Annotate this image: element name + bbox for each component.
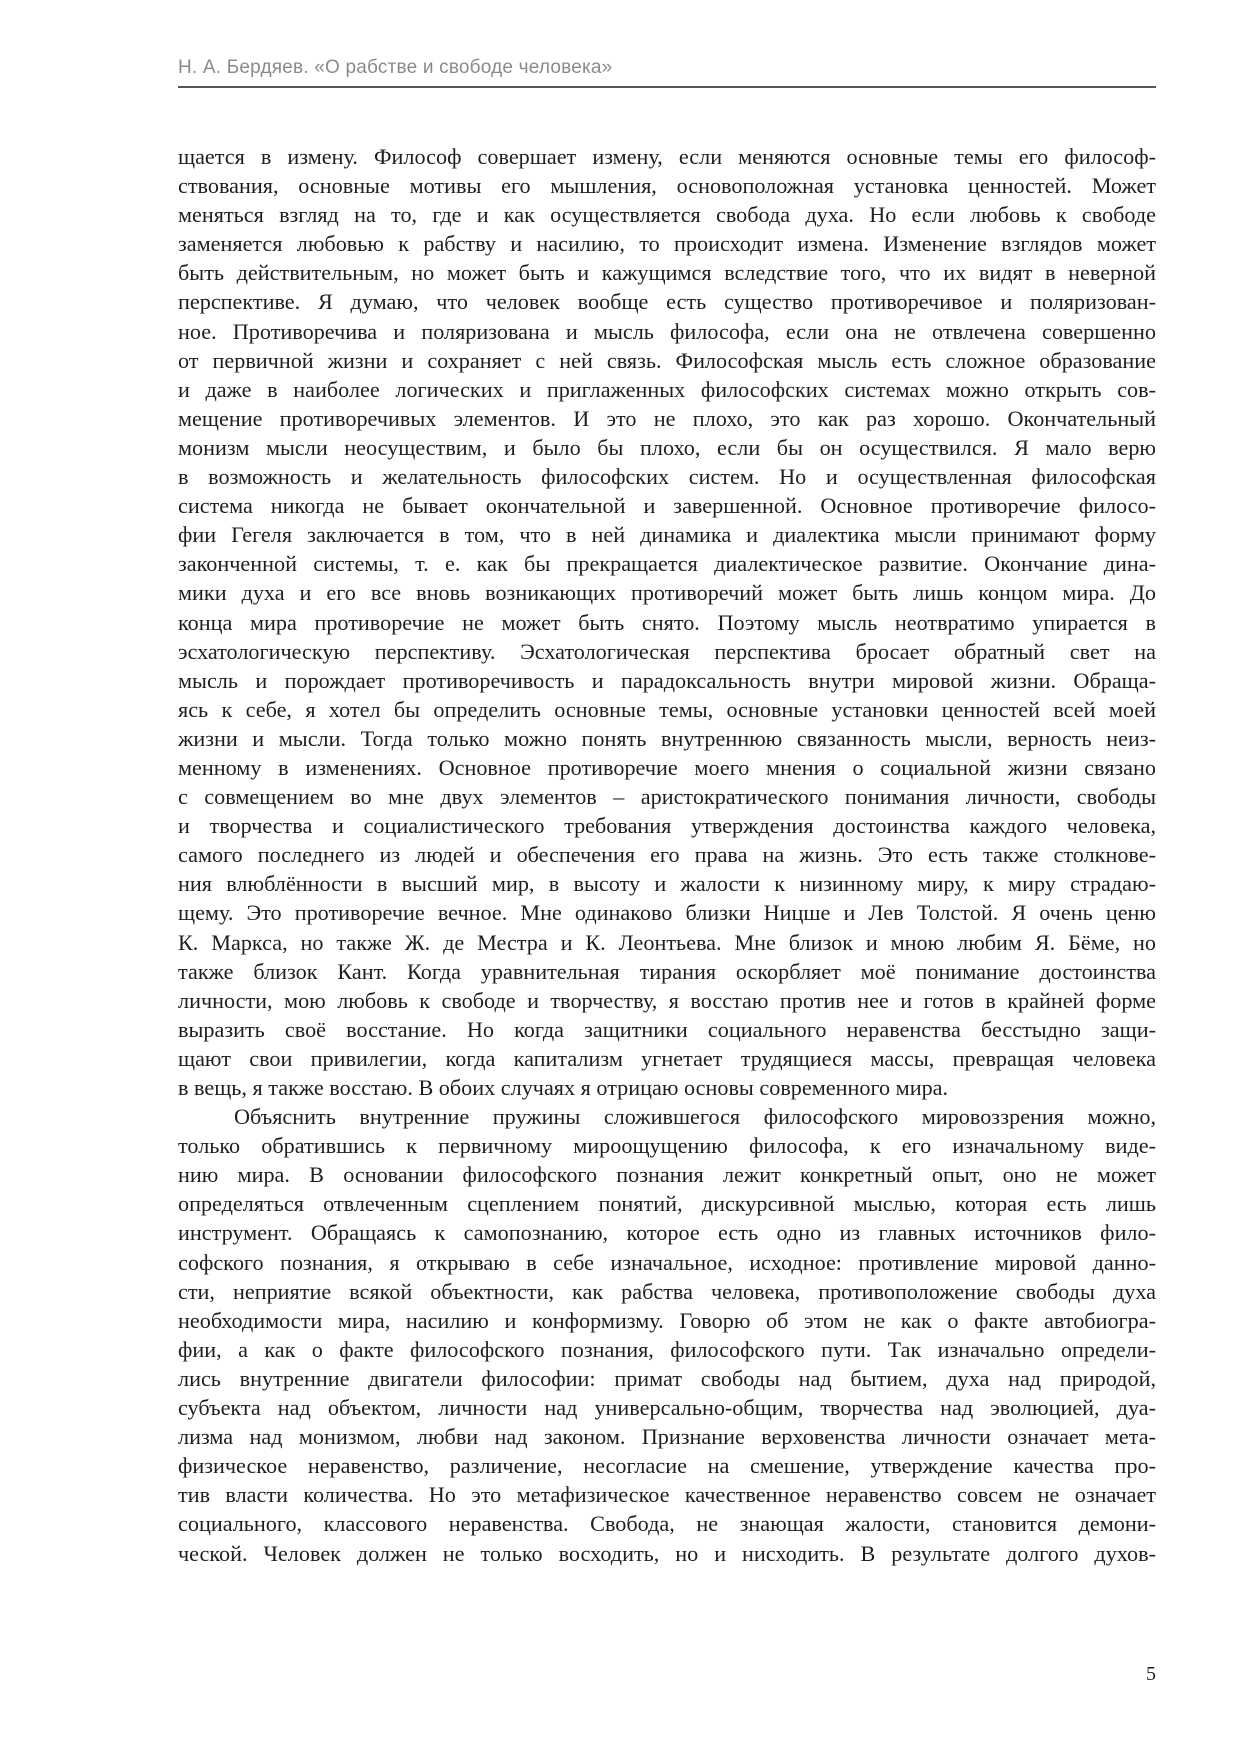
- text-line: эсхатологическую перспективу. Эсхатологическая перспектива бросает обратный свет на: [178, 638, 1156, 664]
- text-line: в возможность и желательность философских систем. Но и осуществленная философская: [178, 464, 1156, 490]
- text-line: лизма над монизмом, любви над законом. Признание верховенства личности означает мета-: [178, 1424, 1156, 1450]
- running-title: Н. А. Бердяев. «О рабстве и свободе человека»: [178, 57, 613, 78]
- text-line: заменяется любовью к рабству и насилию, то происходит измена. Изменение взглядов может: [178, 231, 1156, 257]
- text-line: жизни и мысли. Тогда только можно понять внутреннюю связанность мысли, верность неиз-: [178, 725, 1156, 751]
- text-line: ствования, основные мотивы его мышления, основоположная установка ценностей. Может: [178, 173, 1156, 199]
- text-line: с совмещением во мне двух элементов – аристократического понимания личности, свободы: [178, 784, 1156, 810]
- text-line: ния влюблённости в высший мир, в высоту и жалости к низинному миру, к миру страдаю-: [178, 871, 1156, 897]
- text-line: субъекта над объектом, личности над универсально-общим, творчества над эволюцией, дуа-: [178, 1395, 1156, 1421]
- text-line: фии, а как о факте философского познания, философского пути. Так изначально определи-: [178, 1336, 1156, 1362]
- running-header: [178, 54, 1156, 88]
- text-line: и творчества и социалистического требования утверждения достоинства каждого человека,: [178, 813, 1156, 839]
- text-line: софского познания, я открываю в себе изначальное, исходное: противление мировой данно-: [178, 1249, 1156, 1275]
- page-number: 5: [1146, 1663, 1156, 1685]
- text-line: выразить своё восстание. Но когда защитники социального неравенства бесстыдно защи-: [178, 1016, 1156, 1042]
- text-line: система никогда не бывает окончательной и завершенной. Основное противоречие филосо-: [178, 493, 1156, 519]
- text-line: меняться взгляд на то, где и как осуществляется свобода духа. Но если любовь к свободе: [178, 202, 1156, 228]
- text-line: мысль и порождает противоречивость и парадоксальность внутри мировой жизни. Обраща-: [178, 667, 1156, 693]
- text-line: ное. Противоречива и поляризована и мысль философа, если она не отвлечена совершенно: [178, 318, 1156, 344]
- text-line: лись внутренние двигатели философии: примат свободы над бытием, духа над природой,: [178, 1365, 1156, 1391]
- text-line: социального, классового неравенства. Свобода, не знающая жалости, становится демони-: [178, 1511, 1156, 1537]
- text-line: сти, неприятие всякой объектности, как рабства человека, противоположение свободы духа: [178, 1278, 1156, 1304]
- text-line: щают свои привилегии, когда капитализм угнетает трудящиеся массы, превращая человека: [178, 1045, 1156, 1071]
- text-line: мики духа и его все вновь возникающих противоречий может быть лишь концом мира. До: [178, 580, 1156, 606]
- text-line: только обратившись к первичному мироощущению философа, к его изначальному виде-: [178, 1133, 1156, 1159]
- text-line: щему. Это противоречие вечное. Мне одинаково близки Ницше и Лев Толстой. Я очень ценю: [178, 900, 1156, 926]
- text-line: и даже в наиболее логических и приглаженных философских системах можно открыть сов-: [178, 376, 1156, 402]
- text-line: менному в изменениях. Основное противоречие моего мнения о социальной жизни связано: [178, 754, 1156, 780]
- text-line: в вещь, я также восстаю. В обоих случаях я отрицаю основы современного мира.: [178, 1075, 949, 1100]
- text-line: необходимости мира, насилию и конформизму. Говорю об этом не как о факте автобиогра-: [178, 1307, 1156, 1333]
- text-line: ясь к себе, я хотел бы определить основные темы, основные установки ценностей всей моей: [178, 696, 1156, 722]
- text-line: законченной системы, т. е. как бы прекращается диалектическое развитие. Окончание дина-: [178, 551, 1156, 577]
- text-line: Объяснить внутренние пружины сложившегося философского мировоззрения можно,: [234, 1104, 1156, 1130]
- text-line: перспективе. Я думаю, что человек вообще есть существо противоречивое и поляризован-: [178, 289, 1156, 315]
- text-line: мещение противоречивых элементов. И это не плохо, это как раз хорошо. Окончательный: [178, 405, 1156, 431]
- text-line: конца мира противоречие не может быть снято. Поэтому мысль неотвратимо упирается в: [178, 609, 1156, 635]
- text-line: тив власти количества. Но это метафизическое качественное неравенство совсем не означает: [178, 1482, 1156, 1508]
- paragraph-2: [178, 1102, 1156, 1568]
- text-line: монизм мысли неосуществим, и было бы плохо, если бы он осуществился. Я мало верю: [178, 434, 1156, 460]
- text-line: нию мира. В основании философского познания лежит конкретный опыт, оно не может: [178, 1162, 1156, 1188]
- text-line: фии Гегеля заключается в том, что в ней динамика и диалектика мысли принимают форму: [178, 522, 1156, 548]
- text-line: щается в измену. Философ совершает измену, если меняются основные темы его философ-: [178, 144, 1156, 169]
- text-line: самого последнего из людей и обеспечения его права на жизнь. Это есть также столкнове-: [178, 842, 1156, 868]
- text-line: быть действительным, но может быть и кажущимся вследствие того, что их видят в неверной: [178, 260, 1156, 286]
- text-line: от первичной жизни и сохраняет с ней связь. Философская мысль есть сложное образование: [178, 347, 1156, 373]
- body-text: [178, 142, 1156, 1568]
- text-line: также близок Кант. Когда уравнительная тирания оскорбляет моё понимание достоинства: [178, 958, 1156, 984]
- paragraph-1: [178, 142, 1156, 1102]
- text-line: личности, мою любовь к свободе и творчеству, я восстаю против нее и готов в крайней форме: [178, 987, 1156, 1013]
- text-line: физическое неравенство, различение, несогласие на смешение, утверждение качества про-: [178, 1453, 1156, 1479]
- text-line: ческой. Человек должен не только восходить, но и нисходить. В результате долгого духов-: [178, 1540, 1156, 1566]
- text-line: К. Маркса, но также Ж. де Местра и К. Леонтьева. Мне близок и мною любим Я. Бёме, но: [178, 929, 1156, 955]
- text-line: инструмент. Обращаясь к самопознанию, которое есть одно из главных источников фило-: [178, 1220, 1156, 1246]
- text-line: определяться отвлеченным сцеплением понятий, дискурсивной мыслью, которая есть лишь: [178, 1191, 1156, 1217]
